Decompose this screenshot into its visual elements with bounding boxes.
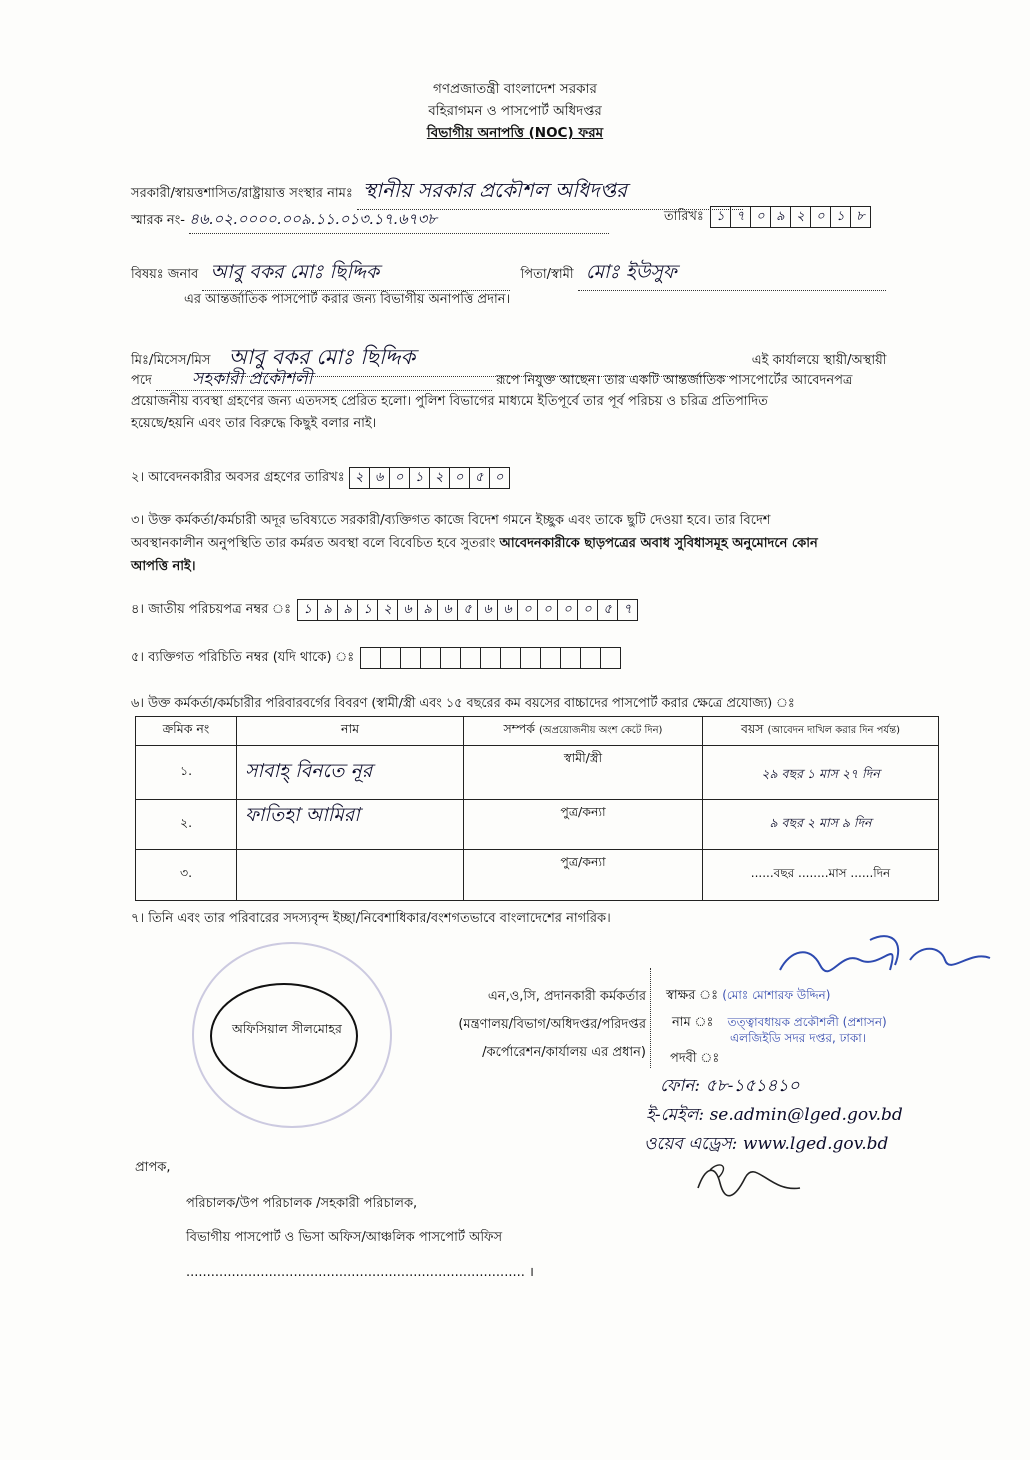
dept-title: বহিরাগমন ও পাসপোর্ট অধিদপ্তর	[428, 103, 602, 119]
signature-mark	[770, 930, 1000, 990]
row-age: ৯ বছর ২ মাস ৯ দিন	[703, 800, 939, 850]
recipient-label: প্রাপক,	[135, 1160, 171, 1175]
para3-line2	[131, 533, 818, 555]
retirement-row	[131, 467, 509, 489]
personal-id-digit-box[interactable]	[540, 647, 561, 669]
retire-digit-box: ০	[389, 467, 410, 489]
row-relation: পুত্র/কন্যা	[464, 800, 703, 850]
nid-digit-box: ০	[517, 599, 538, 621]
signature-label: স্বাক্ষর ঃ	[666, 988, 719, 1003]
personal-id-label: ৫। ব্যক্তিগত পরিচিতি নম্বর (যদি থাকে) ঃ	[131, 649, 355, 665]
retire-digit-box: ২	[349, 467, 370, 489]
row-age: ......বছর ........মাস ......দিন	[703, 850, 939, 901]
gov-title: গণপ্রজাতন্ত্রী বাংলাদেশ সরকার	[433, 81, 597, 97]
org-label: সরকারী/স্বায়ত্তশাসিত/রাষ্ট্রায়াত্ত সংস্থার নামঃ	[131, 186, 353, 201]
nid-digit-box: ৭	[617, 599, 638, 621]
nid-digit-box: ৫	[597, 599, 618, 621]
citizenship-statement: ৭। তিনি এবং তার পরিবারের সদস্যবৃন্দ ইচ্ছা/নিবেশাধিকার/বংশগতভাবে বাংলাদেশের নাগরিক।	[131, 911, 611, 926]
recipient-line2: বিভাগীয় পাসপোর্ট ও ভিসা অফিস/আঞ্চলিক পাসপোর্ট অফিস	[186, 1230, 503, 1245]
nid-digit-box: ০	[557, 599, 578, 621]
org-row	[131, 176, 743, 210]
form-title: বিভাগীয় অনাপত্তি (NOC) ফরম	[426, 125, 604, 141]
personal-id-digit-box[interactable]	[460, 647, 481, 669]
officer-website: ওয়েব এড্রেস: www.lged.gov.bd	[644, 1134, 889, 1154]
table-row	[136, 746, 939, 800]
officer-email: ই-মেইল: se.admin@lged.gov.bd	[646, 1105, 903, 1125]
row-serial: ২.	[136, 800, 237, 850]
personal-id-row	[131, 647, 620, 669]
initial-signature-mark	[690, 1158, 810, 1208]
family-table	[135, 716, 939, 901]
memo-row	[131, 208, 609, 234]
org-name-value: স্থানীয় সরকার প্রকৌশল অধিদপ্তর	[357, 176, 743, 210]
memo-date-boxes	[710, 206, 870, 228]
row-name: সাবাহ্ বিনতে নূর	[237, 746, 464, 800]
retirement-label: ২। আবেদনকারীর অবসর গ্রহণের তারিখঃ	[131, 469, 345, 485]
subject-label: বিষয়ঃ জনাব	[131, 267, 199, 282]
age-header-note: (আবেদন দাখিল করার দিন পর্যন্ত)	[767, 725, 900, 736]
nid-digit-box: ৬	[437, 599, 458, 621]
personal-id-digit-box[interactable]	[480, 647, 501, 669]
stamp-designation: তত্ত্বাবধায়ক প্রকৌশলী (প্রশাসন)	[727, 1015, 887, 1029]
designation-label: পদবী ঃ	[670, 1051, 720, 1066]
relation-header-note: (অপ্রয়োজনীয় অংশ কেটে দিন)	[539, 725, 663, 736]
nid-digit-box: ০	[537, 599, 558, 621]
salutation-label: মিঃ/মিসেস/মিস	[131, 353, 211, 368]
post-row	[670, 1049, 719, 1070]
para3-line2a: অবস্থানকালীন অনুপস্থিতি তার কর্মরত অবস্থা বলে বিবেচিত হবে সুতরাং	[131, 536, 496, 551]
family-table-header	[136, 717, 939, 746]
nid-digit-box: ৬	[497, 599, 518, 621]
para3-line1: ৩। উক্ত কর্মকর্তা/কর্মচারী অদূর ভবিষ্যতে সরকারী/ব্যক্তিগত কাজে বিদেশ গমনে ইচ্ছুক এবং তাকে ছুটি দেওয়া হবে। তার বিদেশ	[131, 513, 771, 528]
personal-id-digit-box[interactable]	[400, 647, 421, 669]
nid-digit-box: ১	[297, 599, 318, 621]
name-header: নাম	[237, 717, 464, 746]
officer-line1: এন,ও,সি, প্রদানকারী কর্মকর্তার	[487, 989, 646, 1004]
relation-header: সম্পর্ক (অপ্রয়োজনীয় অংশ কেটে দিন)	[464, 717, 703, 746]
nid-boxes	[297, 599, 637, 621]
retire-digit-box: ৫	[469, 467, 490, 489]
personal-id-digit-box[interactable]	[560, 647, 581, 669]
personal-id-digit-box[interactable]	[600, 647, 621, 669]
officer-phone: ফোন: ৫৮-১৫১৪১০	[660, 1076, 800, 1096]
nid-digit-box: ০	[577, 599, 598, 621]
table-row	[136, 850, 939, 901]
nid-row	[131, 599, 637, 621]
officer-line2: (মন্ত্রণালয়/বিভাগ/অধিদপ্তর/পরিদপ্তর	[458, 1017, 646, 1032]
serial-header: ক্রমিক নং	[136, 717, 237, 746]
retire-digit-box: ৬	[369, 467, 390, 489]
nid-digit-box: ৬	[477, 599, 498, 621]
father-name-value: মোঃ ইউসুফ	[578, 258, 886, 291]
memo-date-digit-box: ৮	[850, 206, 871, 228]
stamp-officer-name: (মোঃ মোশারফ উদ্দিন)	[722, 988, 831, 1002]
row-relation: স্বামী/স্ত্রী	[464, 746, 703, 800]
nid-digit-box: ১	[357, 599, 378, 621]
nid-digit-box: ৯	[317, 599, 338, 621]
recipient-line1: পরিচালক/উপ পরিচালক /সহকারী পরিচালক,	[186, 1196, 418, 1211]
para1-rest2: প্রয়োজনীয় ব্যবস্থা গ্রহণের জন্য এতদসহ প্রেরিত হলো। পুলিশ বিভাগের মাধ্যমে ইতিপূর্বে তার পূর্ব পরিচয় ও চরিত্র প্রতিপাদিত	[131, 394, 768, 409]
family-label: ৬। উক্ত কর্মকর্তা/কর্মচারীর পরিবারবর্গের বিবরণ (স্বামী/স্ত্রী এবং ১৫ বছরের কম বয়সের বাচ্চাদের পাসপোর্ট করার ক্ষেত্রে প্রযোজ্য) ঃ	[131, 696, 795, 711]
para3-line2b: আবেদনকারীকে ছাড়পত্রের অবাধ সুবিধাসমূহ অনুমোদনে কোন	[499, 536, 818, 551]
para1-rest3: হয়েছে/হয়নি এবং তার বিরুদ্ধে কিছুই বলার নাই।	[131, 416, 377, 431]
personal-id-digit-box[interactable]	[500, 647, 521, 669]
nid-digit-box: ৫	[457, 599, 478, 621]
form-header	[0, 78, 1030, 144]
memo-date-digit-box: ০	[810, 206, 831, 228]
nid-digit-box: ২	[377, 599, 398, 621]
nid-digit-box: ৬	[397, 599, 418, 621]
recipient-line3: .................................................................................. ।	[186, 1265, 534, 1280]
retire-digit-box: ২	[429, 467, 450, 489]
subject-row	[131, 258, 886, 291]
memo-date-label: তারিখঃ	[664, 208, 704, 224]
personal-id-digit-box[interactable]	[520, 647, 541, 669]
post-value: সহকারী প্রকৌশলী	[156, 368, 492, 391]
personal-id-digit-box[interactable]	[580, 647, 601, 669]
retire-digit-box: ০	[449, 467, 470, 489]
memo-date-digit-box: ১	[710, 206, 731, 228]
para1-rest1: রূপে নিযুক্ত আছেন। তার একটি আন্তর্জাতিক পাসপোর্টের আবেদনপত্র	[496, 373, 853, 388]
row-serial: ৩.	[136, 850, 237, 901]
memo-date-digit-box: ২	[790, 206, 811, 228]
memo-date-digit-box: ৭	[730, 206, 751, 228]
personal-id-digit-box[interactable]	[440, 647, 461, 669]
personal-id-digit-box[interactable]	[420, 647, 441, 669]
memo-date	[664, 206, 870, 228]
name-label: নাম ঃ	[672, 1015, 714, 1030]
subject-line2: এর আন্তর্জাতিক পাসপোর্ট করার জন্য বিভাগীয় অনাপত্তি প্রদান।	[184, 292, 511, 307]
stamp-office: এলজিইডি সদর দপ্তর, ঢাকা।	[730, 1031, 867, 1045]
officer-line3: /কর্পোরেশন/কার্যালয় এর প্রধান)	[482, 1045, 646, 1060]
personal-id-boxes	[360, 647, 620, 669]
para3-line3: আপত্তি নাই।	[131, 559, 196, 574]
officer-divider	[650, 968, 653, 1068]
para1-line2	[131, 368, 852, 392]
memo-number-value: ৪৬.০২.০০০০.০০৯.১১.০১৩.১৭.৬৭৩৮	[189, 208, 609, 234]
row-name	[237, 850, 464, 901]
para1-post-text: এই কার্যালয়ে স্থায়ী/অস্থায়ী	[751, 353, 887, 368]
personal-id-digit-box[interactable]	[360, 647, 381, 669]
memo-label: স্মারক নং-	[131, 213, 185, 228]
father-label: পিতা/স্বামী	[520, 267, 574, 282]
official-seal-label: অফিসিয়াল সীলমোহর	[232, 1021, 342, 1036]
nid-label: ৪। জাতীয় পরিচয়পত্র নম্বর ঃ	[131, 601, 292, 617]
post-label: পদে	[131, 373, 152, 388]
nid-digit-box: ৯	[417, 599, 438, 621]
retire-digit-box: ১	[409, 467, 430, 489]
retirement-date-boxes	[349, 467, 509, 489]
nid-digit-box: ৯	[337, 599, 358, 621]
officer-designation	[410, 983, 646, 1067]
memo-date-digit-box: ০	[750, 206, 771, 228]
age-header: বয়স (আবেদন দাখিল করার দিন পর্যন্ত)	[703, 717, 939, 746]
row-age: ২৯ বছর ১ মাস ২৭ দিন	[703, 746, 939, 800]
memo-date-digit-box: ৯	[770, 206, 791, 228]
retire-digit-box: ০	[489, 467, 510, 489]
row-name: ফাতিহা আমিরা	[237, 800, 464, 850]
table-row	[136, 800, 939, 850]
personal-id-digit-box[interactable]	[380, 647, 401, 669]
row-relation: পুত্র/কন্যা	[464, 850, 703, 901]
subject-name-value: আবু বকর মোঃ ছিদ্দিক	[202, 258, 510, 291]
memo-date-digit-box: ১	[830, 206, 851, 228]
para1-name-value: আবু বকর মোঃ ছিদ্দিক	[215, 341, 734, 377]
row-serial: ১.	[136, 746, 237, 800]
